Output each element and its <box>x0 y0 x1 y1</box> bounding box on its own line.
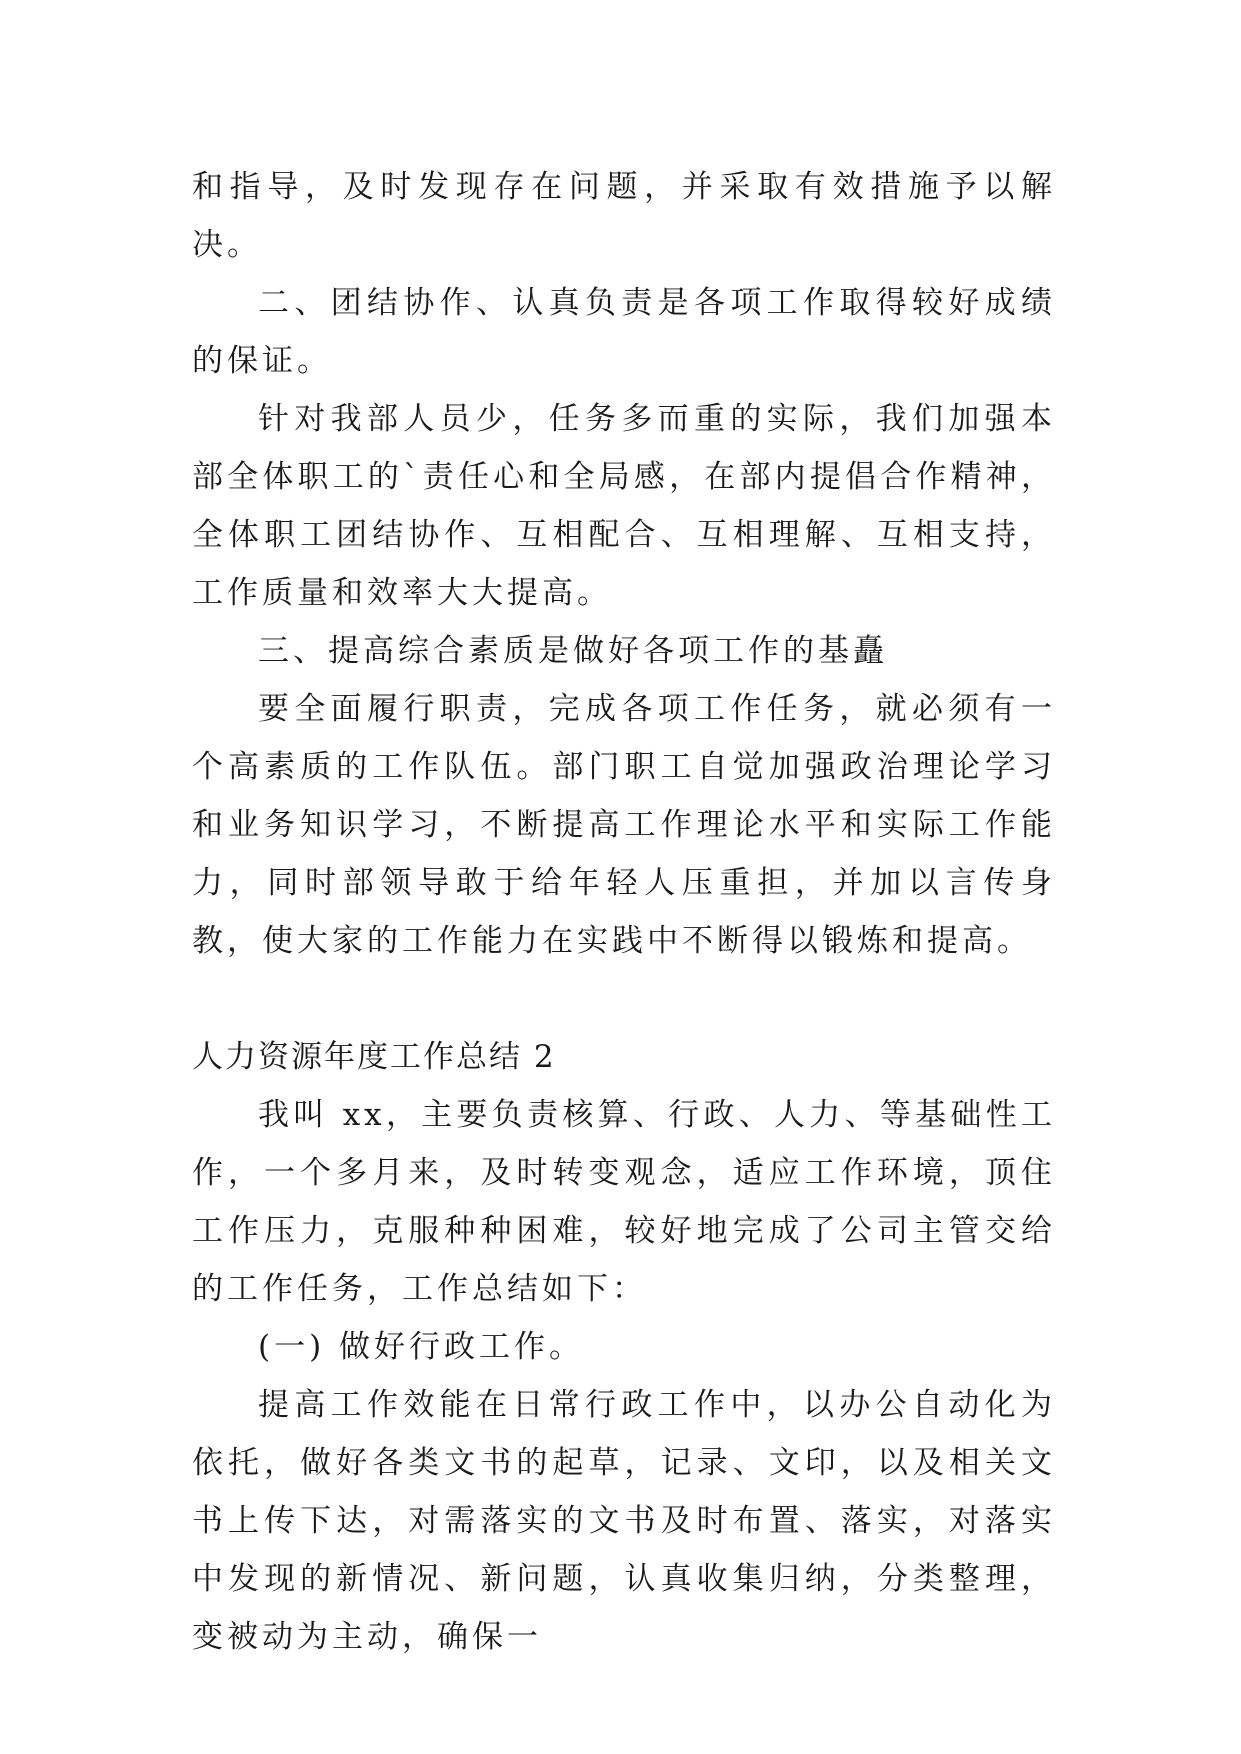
heading-point-three: 三、提高综合素质是做好各项工作的基矗 <box>258 633 888 669</box>
paragraph-quality: 要全面履行职责，完成各项工作任务，就必须有一个高素质的工作队伍。部门职工自觉加强政治理论学习和业务知识学习，不断提高工作理论水平和实际工作能力，同时部领导敢于给年轻人压重担，并加以言传身教，使大家的工作能力在实践中不断得以锻炼和提高。 <box>192 691 1056 959</box>
subheading-admin: (一) 做好行政工作。 <box>258 1329 585 1365</box>
document-body <box>192 158 1056 1666</box>
heading-point-two: 二、团结协作、认真负责是各项工作取得较好成绩的保证。 <box>192 285 1056 379</box>
section-title: 人力资源年度工作总结 2 <box>192 1039 556 1075</box>
paragraph-admin-work: 提高工作效能在日常行政工作中，以办公自动化为依托，做好各类文书的起草，记录、文印，以及相关文书上传下达，对需落实的文书及时布置、落实，对落实中发现的新情况、新问题，认真收集归纳，分类整理，变被动为主动，确保一 <box>192 1387 1056 1655</box>
section-spacer <box>192 970 1056 1028</box>
paragraph-intro: 我叫 xx，主要负责核算、行政、人力、等基础性工作，一个多月来，及时转变观念，适应工作环境，顶住工作压力，克服种种困难，较好地完成了公司主管交给的工作任务，工作总结如下： <box>192 1097 1056 1307</box>
paragraph-continuation: 和指导，及时发现存在问题，并采取有效措施予以解决。 <box>192 169 1056 263</box>
paragraph-teamwork: 针对我部人员少，任务多而重的实际，我们加强本部全体职工的`责任心和全局感，在部内提倡合作精神，全体职工团结协作、互相配合、互相理解、互相支持，工作质量和效率大大提高。 <box>192 401 1056 611</box>
